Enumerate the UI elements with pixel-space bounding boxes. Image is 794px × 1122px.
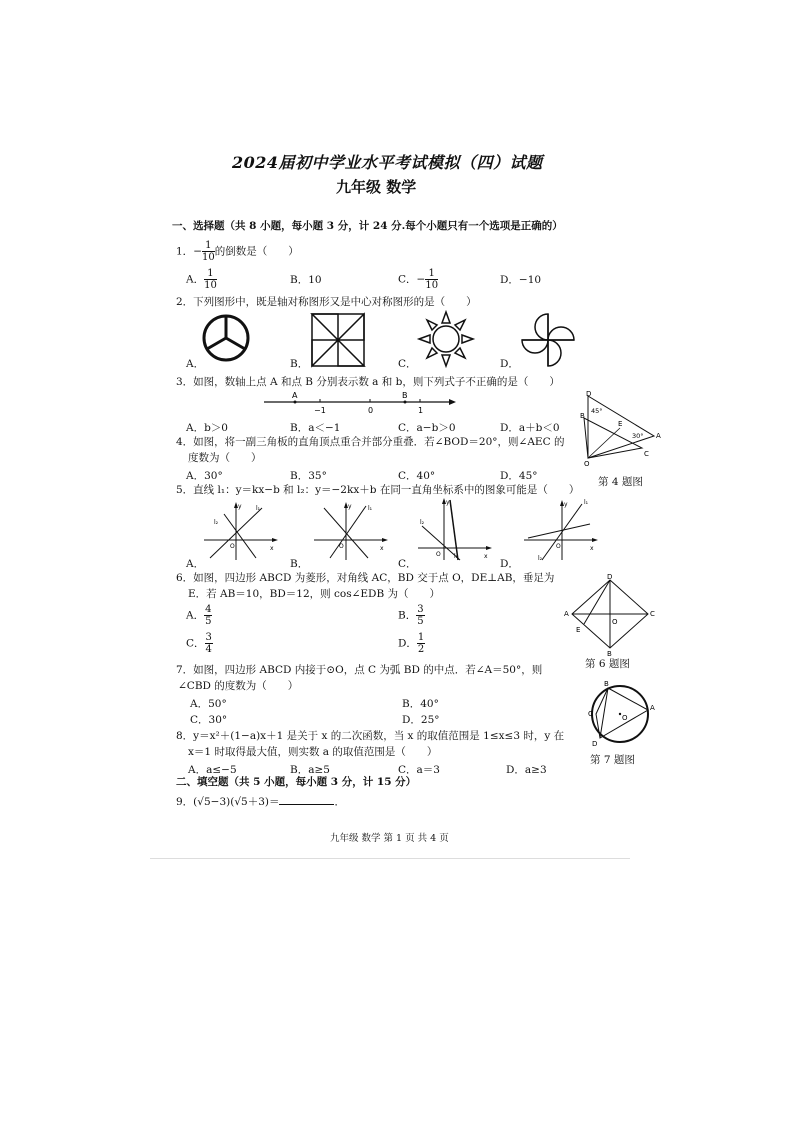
q1-option-d: D．−10 xyxy=(500,274,542,286)
svg-text:l₂: l₂ xyxy=(214,519,219,526)
q3-option-a: A．b＞0 xyxy=(186,422,228,434)
q8-option-c: C．a＝3 xyxy=(398,764,440,776)
q7-option-c: C．30° xyxy=(190,714,228,726)
svg-text:l₁: l₁ xyxy=(584,499,589,506)
q5-option-b: B． xyxy=(290,558,309,570)
svg-text:D: D xyxy=(586,390,592,398)
svg-text:x: x xyxy=(590,545,594,552)
svg-text:y: y xyxy=(348,503,352,510)
svg-text:x: x xyxy=(380,545,384,552)
page-footer: 九年级 数学 第 1 页 共 4 页 xyxy=(330,833,449,844)
q4-option-d: D．45° xyxy=(500,470,538,482)
q7-option-a: A．50° xyxy=(190,698,227,710)
svg-text:A: A xyxy=(564,610,569,618)
q6-option-c: C． $\frac{3}{4}$ xyxy=(186,632,212,655)
question-8-stem-line1: 8．y＝x²＋(1−a)x＋1 是关于 x 的二次函数，当 x 的取值范围是 1≤x≤3 时，y 在 xyxy=(176,730,565,742)
question-7-stem-line1: 7．如图，四边形 ABCD 内接于⊙O，点 C 为弧 BD 的中点．若∠A＝50°，则 xyxy=(176,664,543,676)
q6-option-d: D． $\frac{1}{2}$ xyxy=(398,632,425,655)
q1-option-a: A． $\frac{1}{10}$ xyxy=(186,268,217,291)
svg-text:45°: 45° xyxy=(591,407,603,415)
q6-option-b: B． $\frac{3}{5}$ xyxy=(398,604,424,627)
q5-option-c: C． xyxy=(398,558,417,570)
question-3-stem: 3．如图，数轴上点 A 和点 B 分别表示数 a 和 b，则下列式子不正确的是（ ） xyxy=(176,376,560,388)
svg-text:B: B xyxy=(607,650,612,656)
q8-option-b: B．a≥5 xyxy=(290,764,330,776)
svg-text:y: y xyxy=(238,503,242,510)
svg-text:B: B xyxy=(580,412,585,420)
q3-tick-neg1: −1 xyxy=(314,406,326,415)
section-choice-heading: 一、选择题（共 8 小题，每小题 3 分，计 24 分.每个小题只有一个选项是正确的） xyxy=(172,220,563,232)
svg-text:C: C xyxy=(644,450,649,458)
svg-text:C: C xyxy=(588,710,593,718)
q4-option-c: C．40° xyxy=(398,470,436,482)
svg-text:E: E xyxy=(576,626,581,634)
svg-text:l₂: l₂ xyxy=(420,519,425,526)
q7-option-d: D．25° xyxy=(402,714,440,726)
q3-tick-1: 1 xyxy=(418,406,424,415)
q2-figure-a xyxy=(200,312,252,364)
exam-subtitle: 九年级 数学 xyxy=(336,178,417,196)
svg-text:C: C xyxy=(650,610,655,618)
svg-text:l₁: l₁ xyxy=(256,505,261,512)
q5-graph-a xyxy=(200,500,280,562)
exam-title: 2024届初中学业水平考试模拟（四）试题 xyxy=(232,153,543,172)
q5-graph-c xyxy=(414,496,494,562)
question-4-stem-line2: 度数为（ ） xyxy=(188,452,262,464)
svg-text:A: A xyxy=(656,432,661,440)
svg-text:D: D xyxy=(607,573,613,581)
svg-text:O: O xyxy=(230,543,235,550)
q6-figure-caption: 第 6 题图 xyxy=(585,658,630,670)
q5-option-a: A． xyxy=(186,558,205,570)
q8-option-d: D．a≥3 xyxy=(506,764,547,776)
q6-option-a: A． $\frac{4}{5}$ xyxy=(186,604,212,627)
q6-figure xyxy=(564,572,660,656)
q9-answer-blank xyxy=(279,794,334,805)
q4-figure xyxy=(580,390,670,468)
svg-text:y: y xyxy=(564,501,568,508)
q1-option-b: B．10 xyxy=(290,274,322,286)
q2-figure-c xyxy=(416,310,476,368)
question-8-stem-line2: x＝1 时取得最大值，则实数 a 的取值范围是（ ） xyxy=(188,746,438,758)
svg-text:x: x xyxy=(270,545,274,552)
q3-number-line xyxy=(260,390,460,416)
svg-text:y: y xyxy=(446,499,450,506)
question-9-stem: 9．(√5−3)(√5＋3)＝ ． xyxy=(176,796,345,808)
question-5-stem: 5．直线 l₁：y＝kx−b 和 l₂：y＝−2kx＋b 在同一直角坐标系中的图象可能是（ ） xyxy=(176,484,580,496)
q2-option-d: D． xyxy=(500,358,519,370)
question-7-stem-line2: ∠CBD 的度数为（ ） xyxy=(178,680,299,692)
q5-graph-b xyxy=(310,500,390,562)
svg-text:O: O xyxy=(584,460,590,468)
q3-option-d: D．a＋b＜0 xyxy=(500,422,560,434)
svg-text:l₂: l₂ xyxy=(538,555,543,562)
svg-text:E: E xyxy=(618,420,623,428)
svg-text:O: O xyxy=(436,551,441,558)
q2-figure-d xyxy=(520,312,576,368)
q3-tick-0: 0 xyxy=(368,406,374,415)
q8-option-a: A．a≤−5 xyxy=(188,764,237,776)
q7-option-b: B．40° xyxy=(402,698,439,710)
q3-option-b: B．a＜−1 xyxy=(290,422,341,434)
section-fill-heading: 二、填空题（共 5 小题，每小题 3 分，计 15 分） xyxy=(176,776,417,788)
svg-text:l₁: l₁ xyxy=(368,505,373,512)
svg-text:30°: 30° xyxy=(632,432,644,440)
question-1-stem: 1．− $\frac{1}{10}$ 的倒数是（ ） xyxy=(176,240,299,263)
svg-text:O: O xyxy=(556,543,561,550)
q2-figure-b xyxy=(310,312,366,368)
question-6-stem-line1: 6．如图，四边形 ABCD 为菱形，对角线 AC，BD 交于点 O，DE⊥AB，垂足为 xyxy=(176,572,555,584)
q4-option-a: A．30° xyxy=(186,470,223,482)
svg-text:O: O xyxy=(612,618,618,626)
q5-option-d: D． xyxy=(500,558,519,570)
q3-point-a: A xyxy=(292,391,298,400)
q2-option-a: A． xyxy=(186,358,205,370)
q5-graph-d xyxy=(520,498,600,562)
svg-text:B: B xyxy=(604,680,609,688)
q1-option-c: C．− $\frac{1}{10}$ xyxy=(398,268,439,291)
svg-text:O: O xyxy=(622,714,628,722)
svg-text:A: A xyxy=(650,704,655,712)
page-bottom-divider xyxy=(150,858,630,859)
q4-figure-caption: 第 4 题图 xyxy=(598,476,643,488)
q7-figure-caption: 第 7 题图 xyxy=(590,754,635,766)
q7-figure xyxy=(580,676,660,750)
svg-text:O: O xyxy=(339,543,344,550)
question-2-stem: 2．下列图形中，既是轴对称图形又是中心对称图形的是（ ） xyxy=(176,296,477,308)
q3-option-c: C．a−b＞0 xyxy=(398,422,456,434)
question-6-stem-line2: E．若 AB＝10，BD＝12，则 cos∠EDB 为（ ） xyxy=(188,588,441,600)
svg-text:x: x xyxy=(484,553,488,560)
svg-text:l₁: l₁ xyxy=(454,553,459,560)
q3-point-b: B xyxy=(402,391,408,400)
question-4-stem-line1: 4．如图，将一副三角板的直角顶点重合并部分重叠．若∠BOD＝20°，则∠AEC 的 xyxy=(176,436,565,448)
q2-option-b: B． xyxy=(290,358,309,370)
svg-text:D: D xyxy=(592,740,598,748)
q2-option-c: C． xyxy=(398,358,417,370)
q4-option-b: B．35° xyxy=(290,470,327,482)
